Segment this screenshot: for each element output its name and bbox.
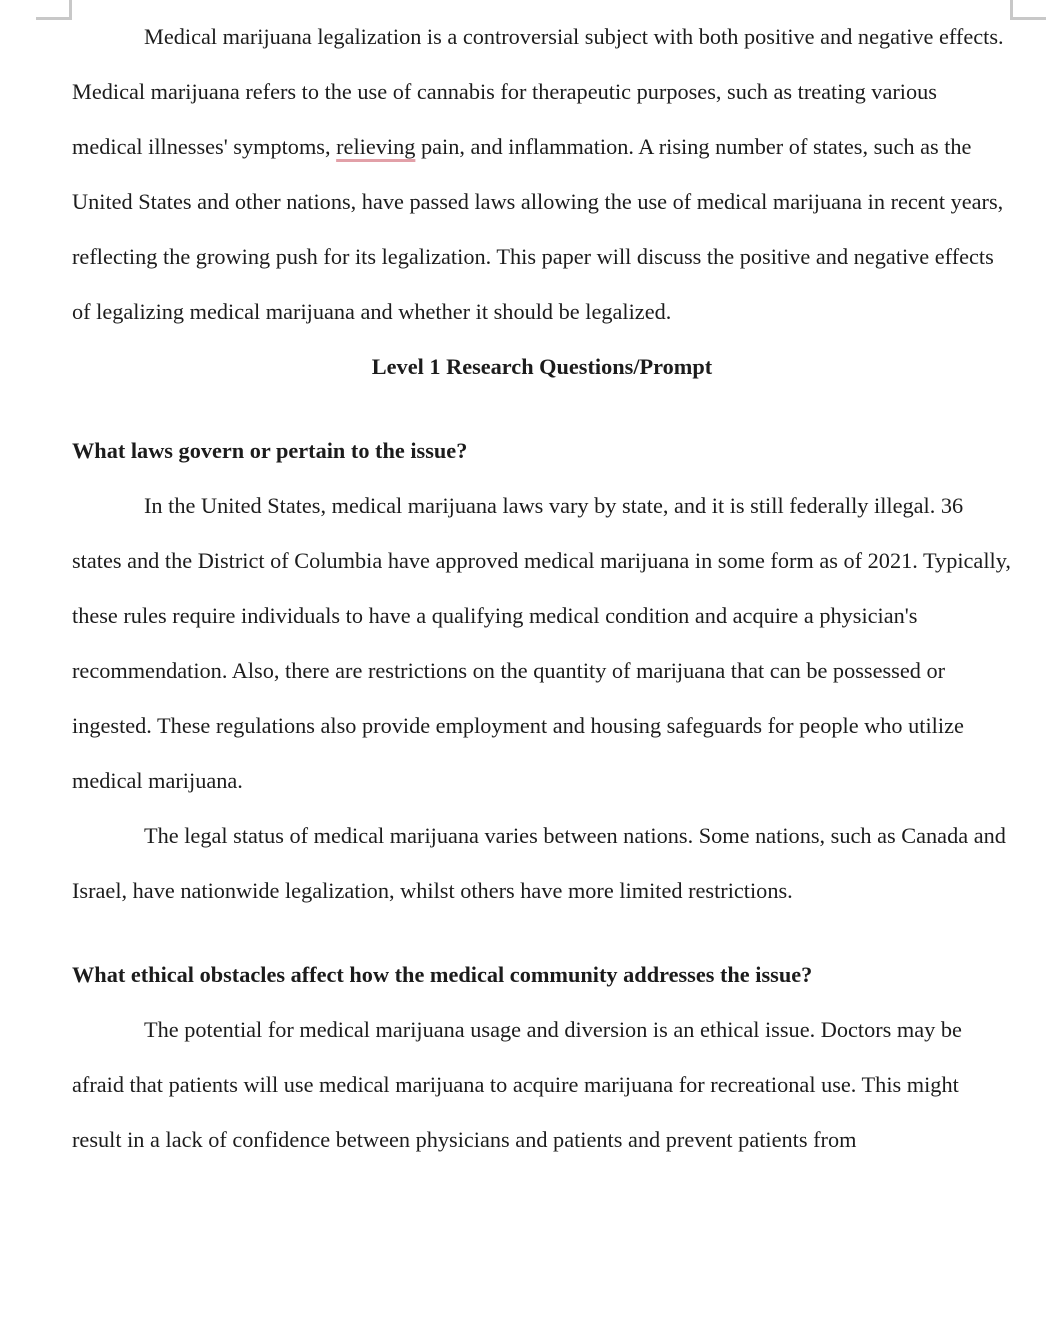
intro-paragraph (72, 9, 1012, 339)
document-body[interactable] (72, 9, 1012, 1167)
intro-text-end: pain, and inflammation. A rising number of states, such as the United States and other nations, have passed laws allowing the use of medical marijuana in recent years, reflecting the growing push for its legalization. This paper will discuss the positive and negative effects of legalizing medical marijuana and whether it should be legalized. (72, 134, 1004, 324)
spelling-flagged-word[interactable]: relieving (336, 134, 416, 159)
paragraph-ethics: The potential for medical marijuana usage and diversion is an ethical issue. Doctors may be afraid that patients will use medical marijuana to acquire marijuana for recreational use. This might result in a lack of confidence between physicians and patients and prevent patients from (72, 1017, 962, 1152)
section-heading-ethics: What ethical obstacles affect how the medical community addresses the issue? (72, 962, 813, 987)
level1-heading: Level 1 Research Questions/Prompt (371, 354, 713, 379)
section-heading-laws: What laws govern or pertain to the issue? (72, 438, 468, 463)
intro-text-start: Medical marijuana legalization is a controversial subject with both positive and negative effects. Medical marijuana refers to the use of cannabis for therapeutic purposes, such as treating various medical illnesses' symptoms, (72, 24, 1004, 159)
page-corner-mark-left (36, 0, 72, 20)
page-corner-mark-right (1010, 0, 1046, 20)
paragraph-laws-us: In the United States, medical marijuana laws vary by state, and it is still federally illegal. 36 states and the District of Columbia have approved medical marijuana in some form as of 2021. Typically, these rules require individuals to have a qualifying medical condition and acquire a physician's recommendation. Also, there are restrictions on the quantity of marijuana that can be possessed or ingested. These regulations also provide employment and housing safeguards for people who utilize medical marijuana. (72, 493, 1011, 793)
paragraph-laws-nations: The legal status of medical marijuana varies between nations. Some nations, such as Canada and Israel, have nationwide legalization, whilst others have more limited restrictions. (72, 823, 1006, 903)
